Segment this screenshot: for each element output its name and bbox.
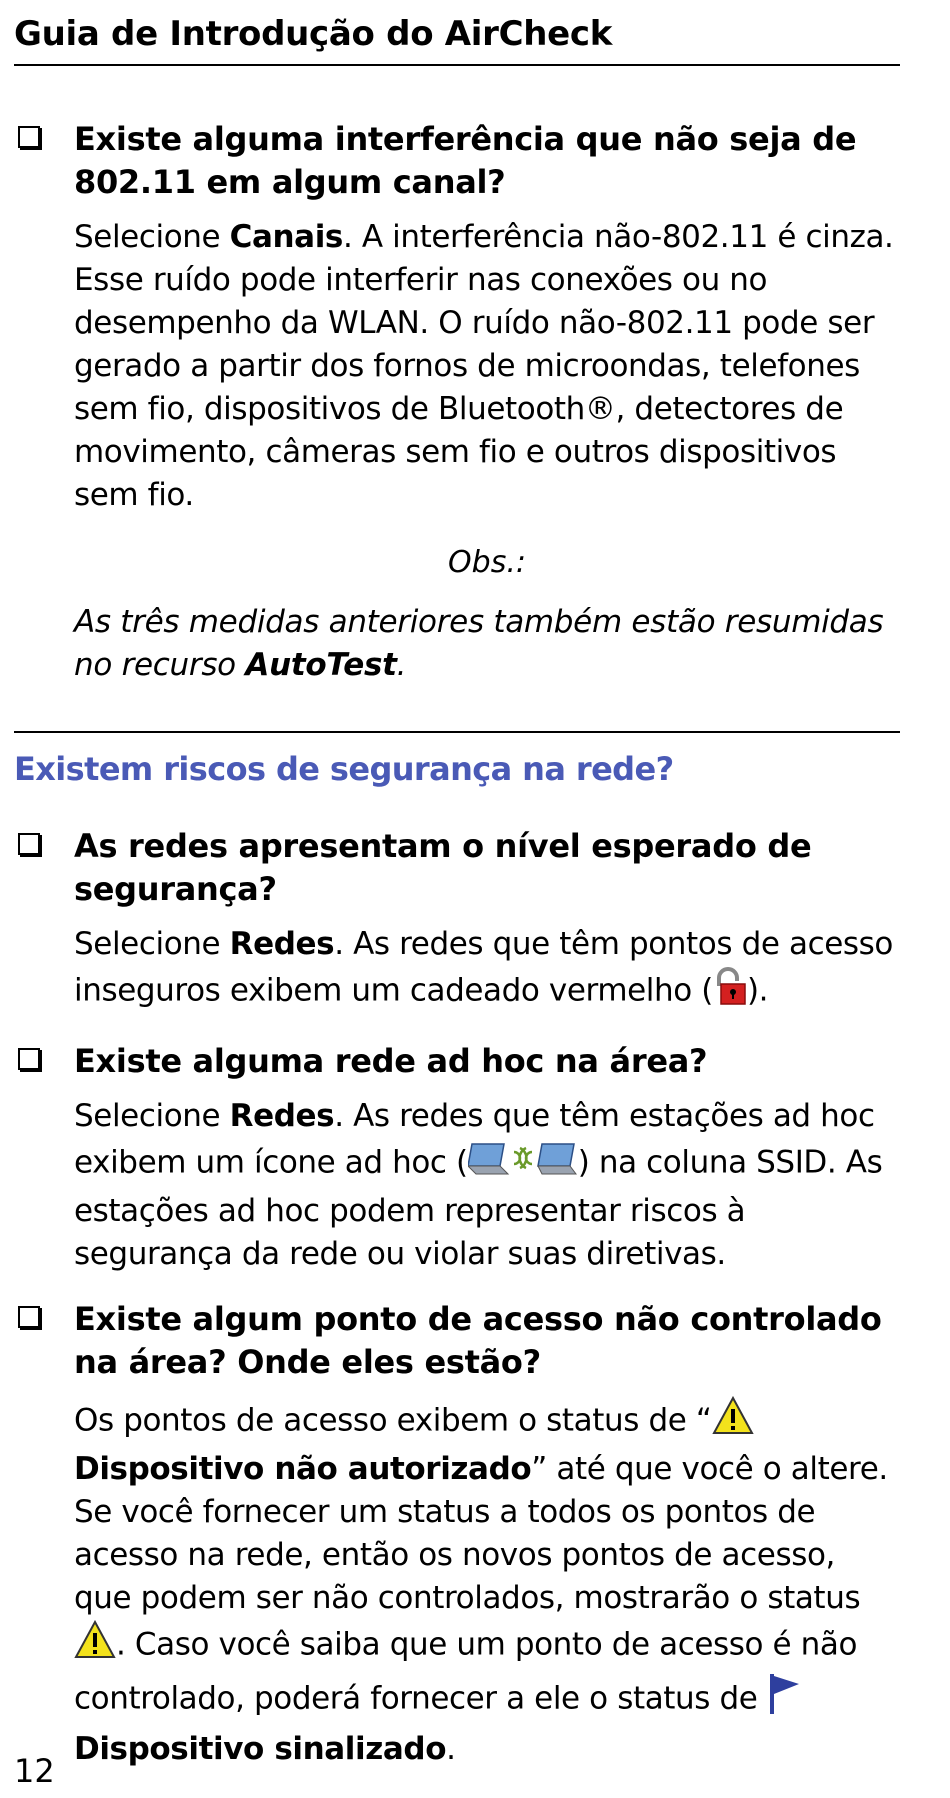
red-padlock-icon [713, 966, 747, 1018]
document-page [14, 0, 900, 1771]
page-number: 12 [14, 1752, 55, 1790]
section-title: Existem riscos de segurança na rede? [14, 750, 674, 788]
checkbox-icon [18, 1048, 40, 1070]
answer-text: Selecione Canais. A interferência não-802.11 é cinza. Esse ruído pode interferir nas conexões ou no desempenho da WLAN. O ruído não-802.11 pode ser gerado a partir dos fornos de microondas, telefones sem fio, dispositivos de Bluetooth®, detectores de movimento, câmeras sem fio e outros dispositivos sem fio. [74, 219, 894, 513]
page-header: Guia de Introdução do AirCheck [14, 14, 900, 66]
checklist-item-ad-hoc [14, 1040, 900, 1276]
blue-flag-icon [767, 1672, 801, 1728]
warning-icon [74, 1620, 116, 1672]
question-text: Existe alguma rede ad hoc na área? [74, 1042, 708, 1080]
checklist-item-interference [14, 118, 900, 517]
section-security [14, 731, 900, 791]
question-text: Existe algum ponto de acesso não controlado na área? Onde eles estão? [74, 1300, 882, 1381]
question-text: Existe alguma interferência que não seja de 802.11 em algum canal? [74, 120, 857, 201]
ad-hoc-icon [468, 1138, 578, 1190]
checkbox-icon [18, 126, 40, 148]
checkbox-icon [18, 833, 40, 855]
note-text: As três medidas anteriores também estão resumidas no recurso AutoTest. [74, 604, 884, 683]
answer-text: Selecione Redes. As redes que têm pontos de acesso inseguros exibem um cadeado vermelho ( ). [74, 923, 900, 1018]
warning-icon [712, 1396, 754, 1448]
checkbox-icon [18, 1306, 40, 1328]
checklist-item-rogue-ap [14, 1298, 900, 1771]
answer-text: Selecione Redes. As redes que têm estações ad hoc exibem um ícone ad hoc ( ) na coluna SSID. As estações ad hoc podem representar riscos à segurança da rede ou violar suas diretivas. [74, 1098, 883, 1272]
note-title: Obs.: [448, 545, 526, 580]
answer-text: Os pontos de acesso exibem o status de “ Dispositivo não autorizado” até que você o altere. Se você fornecer um status a todos os pontos de acesso na rede, então os novos pontos de acesso, que podem ser não controlados, mostrarão o status . Caso você saiba que um ponto de acesso é não controlado, poderá fornecer a ele o status de Dispositivo sinalizado. [74, 1396, 900, 1771]
checklist-item-security-level [14, 825, 900, 1018]
question-text: As redes apresentam o nível esperado de segurança? [74, 827, 812, 908]
